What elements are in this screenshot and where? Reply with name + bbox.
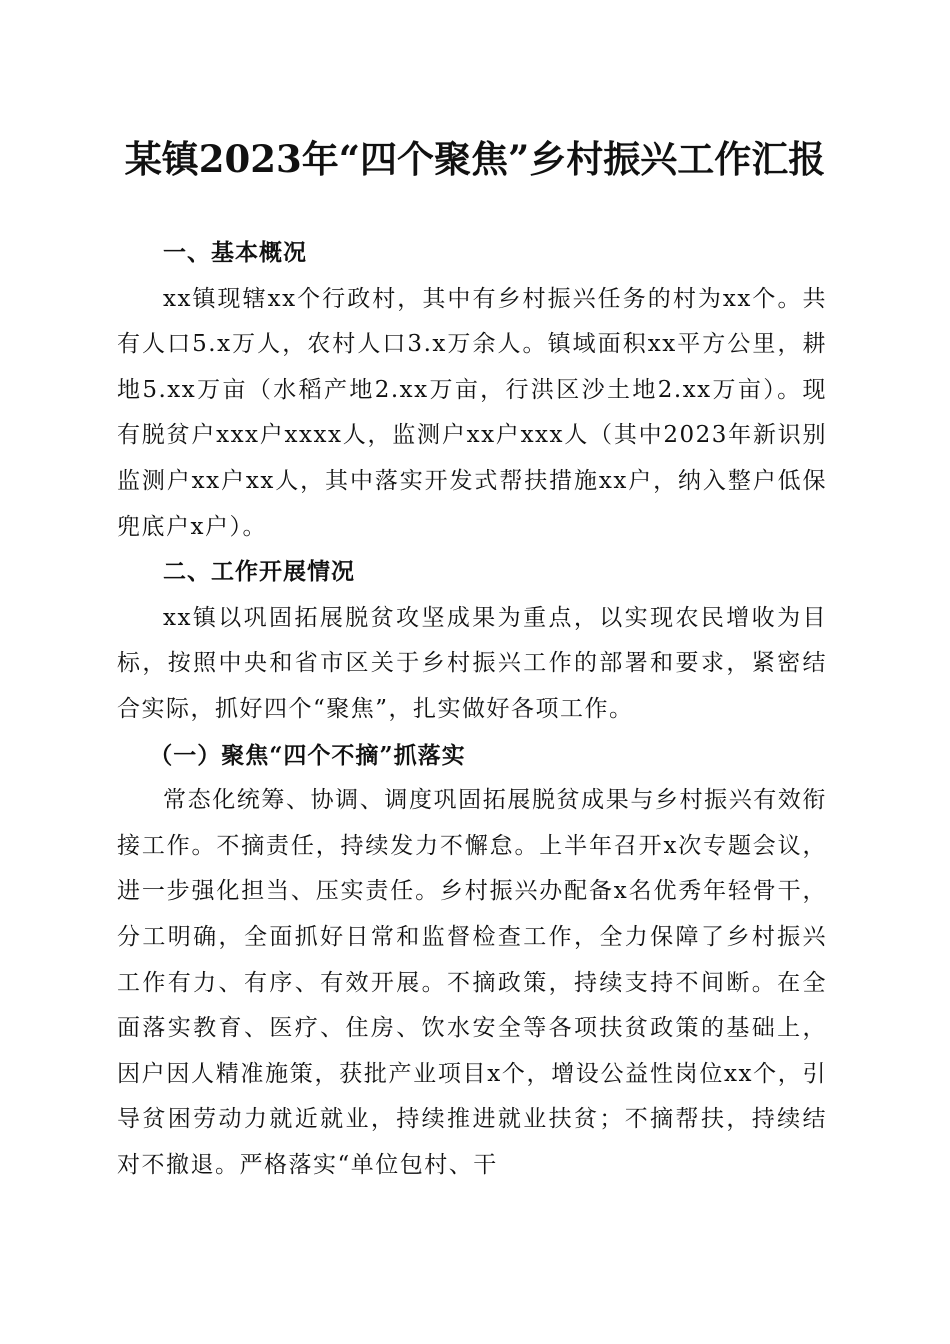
- section-paragraph-overview: xx镇现辖xx个行政村，其中有乡村振兴任务的村为xx个。共有人口5.x万人，农村人口3.x万余人。镇域面积xx平方公里，耕地5.xx万亩（水稻产地2.xx万亩，行洪区沙土地2.xx万亩）。现有脱贫户xxx户xxxx人，监测户xx户xxx人（其中2023年新识别监测户xx户xx人，其中落实开发式帮扶措施xx户，纳入整户低保兜底户x户）。: [117, 285, 827, 540]
- section-heading-work: 二、工作开展情况: [163, 559, 355, 586]
- document-body: [117, 231, 827, 1188]
- section-heading-overview: 一、基本概况: [163, 240, 307, 266]
- document-title: 某镇2023年“四个聚焦”乡村振兴工作汇报: [124, 137, 826, 181]
- subsection-heading-four-focus: （一）聚焦“四个不摘”抓落实: [149, 741, 466, 769]
- section-paragraph-work: xx镇以巩固拓展脱贫攻坚成果为重点，以实现农民增收为目标，按照中央和省市区关于乡村振兴工作的部署和要求，紧密结合实际，抓好四个“聚焦”，扎实做好各项工作。: [117, 604, 827, 722]
- subsection-paragraph-four-focus: 常态化统筹、协调、调度巩固拓展脱贫成果与乡村振兴有效衔接工作。不摘责任，持续发力不懈怠。上半年召开x次专题会议，进一步强化担当、压实责任。乡村振兴办配备x名优秀年轻骨干，分工明确，全面抓好日常和监督检查工作，全力保障了乡村振兴工作有力、有序、有效开展。不摘政策，持续支持不间断。在全面落实教育、医疗、住房、饮水安全等各项扶贫政策的基础上，因户因人精准施策，获批产业项目x个，增设公益性岗位xx个，引导贫困劳动力就近就业，持续推进就业扶贫；不摘帮扶，持续结对不撤退。严格落实“单位包村、干: [117, 787, 827, 1178]
